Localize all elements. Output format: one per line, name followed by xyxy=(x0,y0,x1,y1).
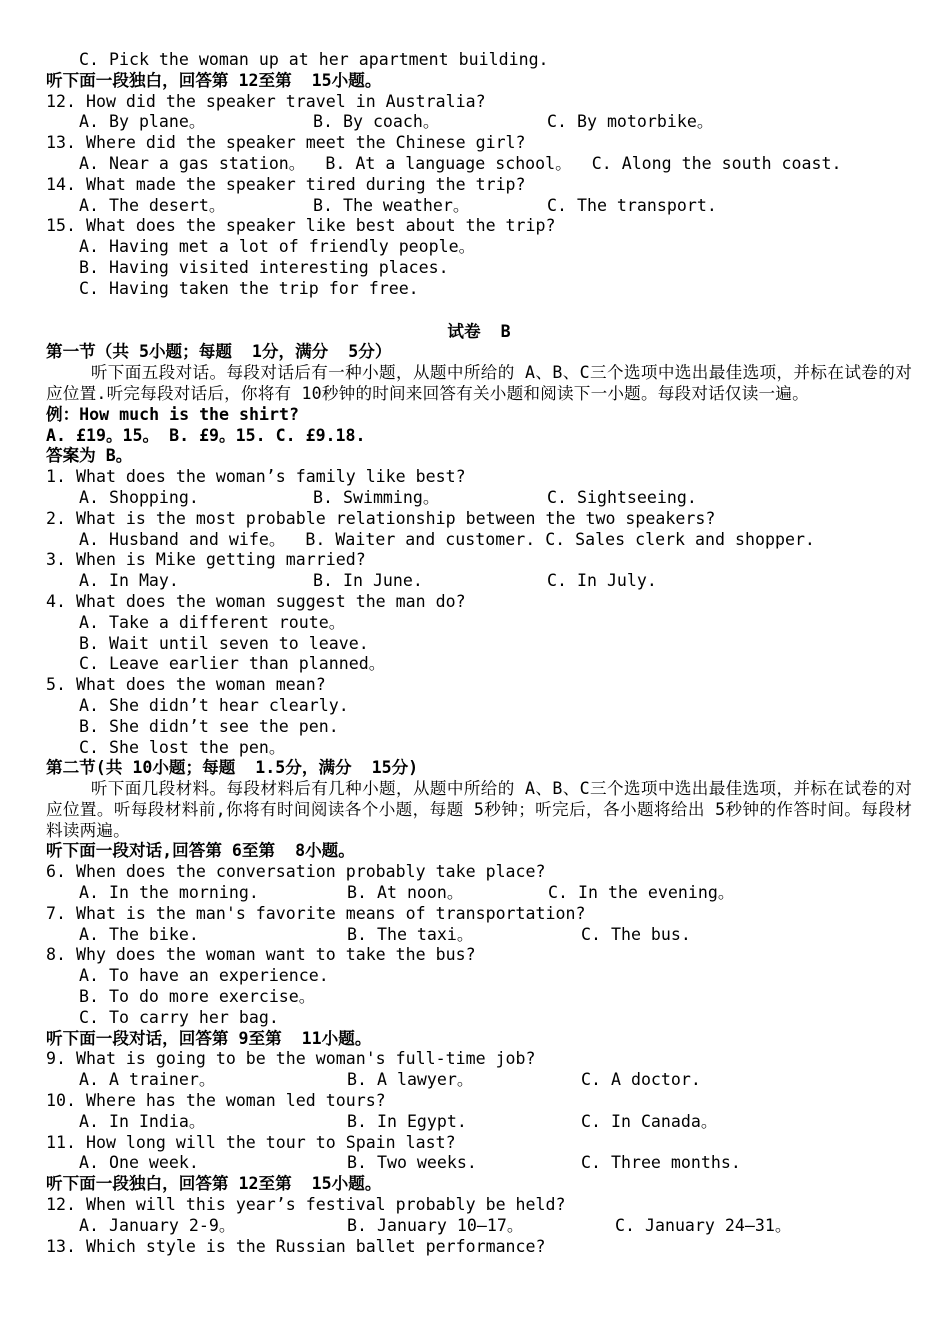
part2-instructions: 听下面几段材料。每段材料后有几种小题，从题中所给的 A、B、C三个选项中选出最佳选项，并标在试卷的对应位置。听每段材料前,你将有时间阅读各个小题，每题 5秒钟；听完后，各小题将给出 5秒钟的作答时间。每段材料读两遍。 xyxy=(46,779,912,840)
options-13 xyxy=(46,154,912,175)
option-8b: B. To do more exercise。 xyxy=(79,987,316,1007)
part1-instructions: 听下面五段对话。每段对话后有一种小题，从题中所给的 A、B、C三个选项中选出最佳选项，并标在试卷的对应位置.听完每段对话后，你将有 10秒钟的时间来回答有关小题和阅读下一小题。每段对话仅读一遍。 xyxy=(46,363,912,403)
question-3: 3. When is Mike getting married? xyxy=(46,550,366,570)
option-a: A. One week. xyxy=(79,1153,199,1173)
section-heading-monologue: 听下面一段独白，回答第 12至第 15小题。 xyxy=(46,70,382,90)
section-heading-12-15: 听下面一段独白，回答第 12至第 15小题。 xyxy=(46,1174,382,1194)
option-5c: C. She lost the pen。 xyxy=(79,737,286,757)
option-b: B. At noon。 xyxy=(347,883,464,903)
option-4b: B. Wait until seven to leave. xyxy=(79,633,369,653)
option-c: C. The transport. xyxy=(547,195,717,215)
option-a: A. The bike. xyxy=(79,924,199,944)
option-c: C. In July. xyxy=(547,571,657,591)
option-a: A. In the morning. xyxy=(79,883,259,903)
question-14: 14. What made the speaker tired during the trip? xyxy=(46,174,526,194)
option-8c: C. To carry her bag. xyxy=(79,1007,279,1027)
part2-heading: 第二节(共 10小题；每题 1.5分，满分 15分) xyxy=(46,758,419,778)
option-4c: C. Leave earlier than planned。 xyxy=(79,654,386,674)
option-c: C. In the evening。 xyxy=(548,883,735,903)
option-a: A. A trainer。 xyxy=(79,1070,216,1090)
option-b: B. The taxi。 xyxy=(347,924,474,944)
question-12-b: 12. When will this year’s festival probably be held? xyxy=(46,1195,566,1215)
option-15a: A. Having met a lot of friendly people。 xyxy=(79,237,476,257)
section-heading-6-8: 听下面一段对话,回答第 6至第 8小题。 xyxy=(46,841,355,861)
question-6: 6. When does the conversation probably take place? xyxy=(46,862,546,882)
example-question: 例：How much is the shirt? xyxy=(46,404,299,424)
option-b: B. Waiter and customer. xyxy=(305,529,536,549)
options-14 xyxy=(46,196,912,217)
option-a: A. In May. xyxy=(79,571,179,591)
option-c: C. Along the south coast. xyxy=(591,153,842,173)
option-b: B. Swimming。 xyxy=(313,487,440,507)
option-b: B. In June. xyxy=(313,571,423,591)
example-answer: 答案为 B。 xyxy=(46,446,133,466)
question-9: 9. What is going to be the woman's full-time job? xyxy=(46,1049,536,1069)
option-b: B. A lawyer。 xyxy=(347,1070,474,1090)
option-b: B. In Egypt. xyxy=(347,1111,467,1131)
option-5a: A. She didn’t hear clearly. xyxy=(79,695,349,715)
question-10: 10. Where has the woman led tours? xyxy=(46,1091,386,1111)
option-b: B. Two weeks. xyxy=(347,1153,477,1173)
option-a: A. In India。 xyxy=(79,1111,206,1131)
option-a: A. By plane。 xyxy=(79,112,206,132)
option-c: C. January 24—31。 xyxy=(615,1215,792,1235)
options-11 xyxy=(46,1153,912,1174)
question-13: 13. Where did the speaker meet the Chinese girl? xyxy=(46,133,526,153)
option-a: A. Husband and wife。 xyxy=(79,529,286,549)
options-3 xyxy=(46,571,912,592)
section-heading-9-11: 听下面一段对话，回答第 9至第 11小题。 xyxy=(46,1028,372,1048)
option-c: C. Sightseeing. xyxy=(547,487,697,507)
options-12-b xyxy=(46,1216,912,1237)
question-7: 7. What is the man's favorite means of transportation? xyxy=(46,903,586,923)
option-c: C. Three months. xyxy=(581,1153,741,1173)
question-4: 4. What does the woman suggest the man do? xyxy=(46,591,466,611)
q11-option-c: C. Pick the woman up at her apartment building. xyxy=(79,50,549,69)
options-9 xyxy=(46,1070,912,1091)
options-6 xyxy=(46,883,912,904)
paper-b-title: 试卷 B xyxy=(447,321,511,341)
options-2 xyxy=(46,530,912,551)
option-c: C. A doctor. xyxy=(581,1070,701,1090)
question-15: 15. What does the speaker like best about the trip? xyxy=(46,216,556,236)
question-11: 11. How long will the tour to Spain last? xyxy=(46,1132,456,1152)
option-a: A. The desert。 xyxy=(79,195,226,215)
part1-heading: 第一节（共 5小题；每题 1分，满分 5分） xyxy=(46,342,392,362)
option-4a: A. Take a different route。 xyxy=(79,612,346,632)
options-12 xyxy=(46,112,912,133)
question-13-b: 13. Which style is the Russian ballet performance? xyxy=(46,1236,546,1256)
question-2: 2. What is the most probable relationship between the two speakers? xyxy=(46,508,716,528)
exam-page xyxy=(46,50,912,1257)
option-b: B. January 10—17。 xyxy=(347,1215,524,1235)
example-options: A. £19。15。 B. £9。15. C. £9.18. xyxy=(46,425,366,445)
option-c: C. By motorbike。 xyxy=(547,112,714,132)
option-b: B. The weather。 xyxy=(313,195,470,215)
question-8: 8. Why does the woman want to take the bus? xyxy=(46,945,476,965)
option-15b: B. Having visited interesting places. xyxy=(79,257,449,277)
options-10 xyxy=(46,1112,912,1133)
question-5: 5. What does the woman mean? xyxy=(46,675,326,695)
option-5b: B. She didn’t see the pen. xyxy=(79,716,339,736)
option-8a: A. To have an experience. xyxy=(79,966,329,986)
options-7 xyxy=(46,925,912,946)
option-b: B. At a language school。 xyxy=(325,153,572,173)
option-c: C. In Canada。 xyxy=(581,1111,718,1131)
option-c: C. Sales clerk and shopper. xyxy=(545,529,815,549)
option-a: A. Near a gas station。 xyxy=(79,153,306,173)
option-a: A. Shopping. xyxy=(79,487,199,507)
option-a: A. January 2-9。 xyxy=(79,1215,236,1235)
question-1: 1. What does the woman’s family like best? xyxy=(46,467,466,487)
option-b: B. By coach。 xyxy=(313,112,440,132)
option-c: C. The bus. xyxy=(581,924,691,944)
option-15c: C. Having taken the trip for free. xyxy=(79,278,419,298)
options-1 xyxy=(46,488,912,509)
question-12: 12. How did the speaker travel in Australia? xyxy=(46,91,486,111)
